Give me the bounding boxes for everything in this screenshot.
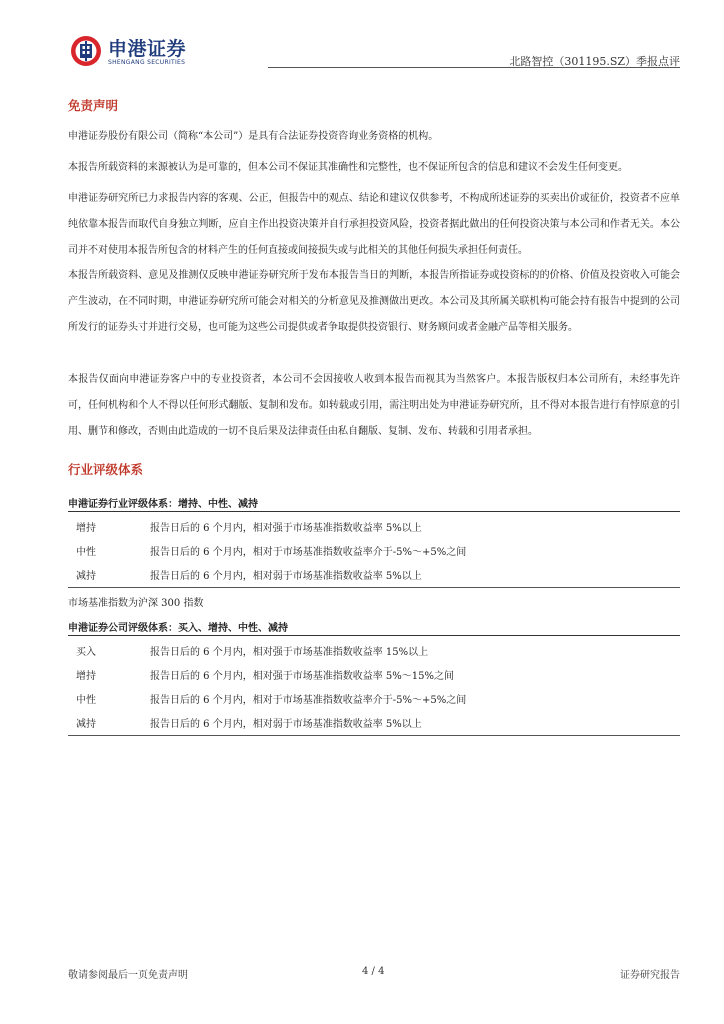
industry-rating-row xyxy=(68,562,680,586)
page-header xyxy=(68,34,680,70)
industry-table-top-rule xyxy=(68,511,680,512)
company-rating-row xyxy=(68,710,680,734)
logo-brand-cn: 申港证券 xyxy=(108,38,187,60)
rating-description: 报告日后的 6 个月内，相对弱于市场基准指数收益率 5%以上 xyxy=(150,571,422,582)
rating-description: 报告日后的 6 个月内，相对弱于市场基准指数收益率 5%以上 xyxy=(150,719,422,730)
disclaimer-paragraph-5: 本报告仅面向申港证券客户中的专业投资者，本公司不会因接收人收到本报告而视其为当然客户。本报告版权归本公司所有，未经事先许可，任何机构和个人不得以任何形式翻版、复制和发布。如转载或引用，需注明出处为申港证券研究所，且不得对本报告进行有悖原意的引用、删节和修改，否则由此造成的一切不良后果及法律责任由私自翻版、复制、发布、转载和引用者承担。 xyxy=(68,374,680,437)
rating-label: 增持 xyxy=(76,671,96,682)
industry-table-bottom-rule xyxy=(68,587,680,588)
rating-description: 报告日后的 6 个月内，相对强于市场基准指数收益率 5%以上 xyxy=(150,523,422,534)
page-number: 4 / 4 xyxy=(362,966,385,977)
disclaimer-paragraph-2: 本报告所载资料的来源被认为是可靠的，但本公司不保证其准确性和完整性，也不保证所包含的信息和建议不会发生任何变更。 xyxy=(68,162,628,173)
rating-label: 增持 xyxy=(76,523,96,534)
header-divider xyxy=(268,67,680,68)
company-rating-row xyxy=(68,662,680,686)
logo-brand-en: SHENGANG SECURITIES xyxy=(108,59,186,66)
rating-description: 报告日后的 6 个月内，相对强于市场基准指数收益率 15%以上 xyxy=(150,647,429,658)
disclaimer-title: 免责声明 xyxy=(68,98,119,113)
company-table-bottom-rule xyxy=(68,735,680,736)
company-rating-row xyxy=(68,686,680,710)
industry-rating-row xyxy=(68,514,680,538)
rating-label: 减持 xyxy=(76,719,96,730)
rating-description: 报告日后的 6 个月内，相对于市场基准指数收益率介于-5%～+5%之间 xyxy=(150,695,467,706)
report-title: 北路智控（301195.SZ）季报点评 xyxy=(509,55,680,68)
footer-disclaimer-note: 敬请参阅最后一页免责声明 xyxy=(68,970,188,981)
rating-label: 中性 xyxy=(76,695,96,706)
rating-label: 减持 xyxy=(76,571,96,582)
disclaimer-paragraph-1: 申港证券股份有限公司（简称“本公司”）是具有合法证券投资咨询业务资格的机构。 xyxy=(68,131,439,142)
disclaimer-paragraph-3: 申港证券研究所已力求报告内容的客观、公正，但报告中的观点、结论和建议仅供参考，不构成所述证券的买卖出价或征价，投资者不应单纯依靠本报告而取代自身独立判断，应自主作出投资决策并自行承担投资风险，投资者据此做出的任何投资决策与本公司和作者无关。本公司并不对使用本报告所包含的材料产生的任何直接或间接损失或与此相关的其他任何损失承担任何责任。 xyxy=(68,193,680,256)
rating-description: 报告日后的 6 个月内，相对于市场基准指数收益率介于-5%～+5%之间 xyxy=(150,547,467,558)
company-rating-heading: 申港证券公司评级体系：买入、增持、中性、减持 xyxy=(68,623,288,634)
shengang-logo-icon xyxy=(70,35,102,67)
company-logo xyxy=(68,34,198,70)
disclaimer-paragraph-4: 本报告所载资料、意见及推测仅反映申港证券研究所于发布本报告当日的判断，本报告所指证券或投资标的的价格、价值及投资收入可能会产生波动，在不同时期，申港证券研究所可能会对相关的分析意见及推测做出更改。本公司及其所属关联机构可能会持有报告中提到的公司所发行的证券头寸并进行交易，也可能为这些公司提供或者争取提供投资银行、财务顾问或者金融产品等相关服务。 xyxy=(68,270,680,333)
rating-title: 行业评级体系 xyxy=(68,462,144,477)
industry-rating-row xyxy=(68,538,680,562)
footer-report-type: 证券研究报告 xyxy=(620,970,680,981)
company-rating-row xyxy=(68,638,680,662)
rating-description: 报告日后的 6 个月内，相对强于市场基准指数收益率 5%～15%之间 xyxy=(150,671,454,682)
company-table-top-rule xyxy=(68,635,680,636)
benchmark-note: 市场基准指数为沪深 300 指数 xyxy=(68,598,204,609)
industry-rating-heading: 申港证券行业评级体系：增持、中性、减持 xyxy=(68,499,258,510)
rating-label: 买入 xyxy=(76,647,96,658)
rating-label: 中性 xyxy=(76,547,96,558)
